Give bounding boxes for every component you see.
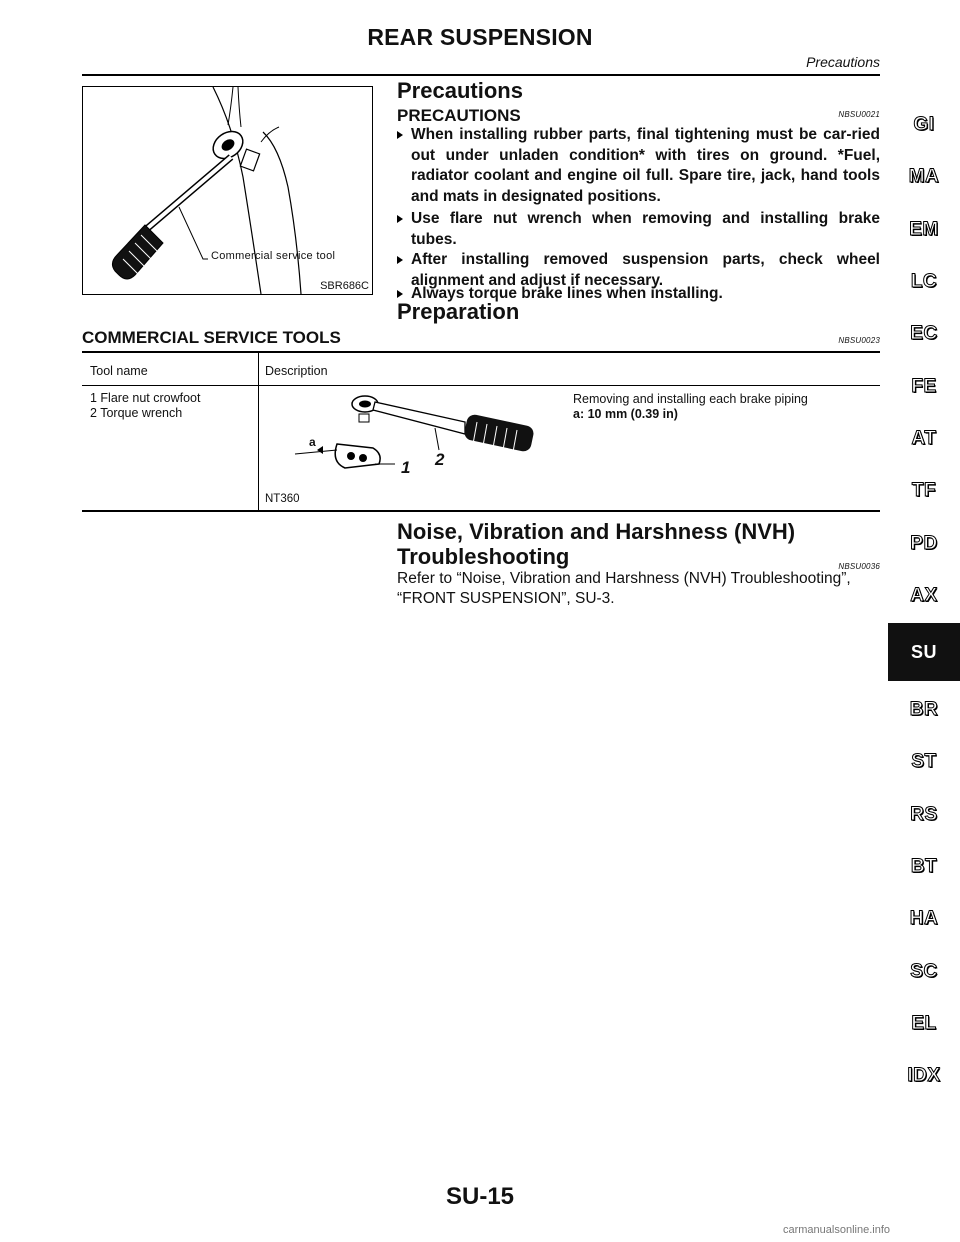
tab-em[interactable]: EM — [909, 219, 939, 240]
tab-tf[interactable]: TF — [911, 480, 937, 501]
precaution-bullet-1: When installing rubber parts, final tightening must be car-ried out under unladen condition* with tires on ground. *Fuel, radiator coolant and engine oil full. Spare tire, jack, hand tools and mats in designated positions. — [397, 125, 880, 207]
figure-id-label: SBR686C — [320, 280, 369, 292]
table-column-divider — [258, 353, 259, 511]
table-bottom-rule — [82, 510, 880, 512]
nvh-title-line-2: Troubleshooting — [397, 544, 570, 569]
tool-description: Removing and installing each brake piping — [573, 392, 808, 406]
precautions-subtitle: PRECAUTIONS — [397, 106, 521, 125]
table-header-rule — [82, 385, 880, 386]
precaution-bullet-3: After installing removed suspension parts, check wheel alignment and adjust if necessary. — [397, 250, 880, 291]
table-header-tool-name: Tool name — [90, 364, 148, 378]
table-header-description: Description — [265, 364, 328, 378]
tab-sc[interactable]: SC — [910, 961, 938, 982]
tool-spec: a: 10 mm (0.39 in) — [573, 407, 678, 421]
precautions-title: Precautions — [397, 78, 523, 103]
tab-ec[interactable]: EC — [910, 323, 938, 344]
bullet-marker-icon — [397, 290, 403, 298]
nvh-title-line-1: Noise, Vibration and Harshness (NVH) — [397, 519, 796, 544]
precautions-code: NBSU0021 — [838, 110, 880, 119]
page-header-subtitle: Precautions — [806, 54, 880, 70]
bullet-marker-icon — [397, 131, 403, 139]
tool-figure-nt360 — [265, 392, 555, 508]
tab-gi[interactable]: GI — [913, 114, 935, 135]
tab-ha[interactable]: HA — [909, 908, 939, 929]
tab-rs[interactable]: RS — [910, 804, 938, 825]
service-tools-code: NBSU0023 — [838, 336, 880, 345]
nvh-code: NBSU0036 — [838, 562, 880, 571]
page-header-title: REAR SUSPENSION — [367, 24, 593, 50]
tab-pd[interactable]: PD — [910, 533, 938, 554]
watermark-text: carmanualsonline.info — [782, 1224, 890, 1236]
wrench-illustration — [83, 87, 372, 294]
figure-commercial-service-tool — [82, 86, 373, 295]
tab-br[interactable]: BR — [909, 699, 939, 720]
tab-el[interactable]: EL — [911, 1013, 937, 1034]
tab-ax[interactable]: AX — [910, 585, 938, 606]
precaution-bullet-2: Use flare nut wrench when removing and installing brake tubes. — [397, 209, 880, 250]
bullet-marker-icon — [397, 256, 403, 264]
preparation-title: Preparation — [397, 299, 520, 324]
bullet-marker-icon — [397, 215, 403, 223]
tab-lc[interactable]: LC — [910, 271, 938, 292]
page-number: SU-15 — [445, 1183, 515, 1210]
figure-callout-1: 1 — [401, 458, 411, 477]
figure-callout-label: Commercial service tool — [211, 250, 336, 262]
nvh-reference-line-1: Refer to “Noise, Vibration and Harshness (NVH) Troubleshooting”, — [397, 570, 851, 587]
service-tools-subtitle: COMMERCIAL SERVICE TOOLS — [82, 328, 341, 347]
tab-st[interactable]: ST — [911, 751, 937, 772]
tab-su-active[interactable]: SU — [888, 623, 960, 681]
tool-name-line-1: 1 Flare nut crowfoot — [90, 391, 201, 405]
tab-idx[interactable]: IDX — [907, 1065, 941, 1086]
precaution-bullet-4: Always torque brake lines when installing. — [397, 284, 880, 305]
tab-ma[interactable]: MA — [908, 166, 940, 187]
header-rule — [82, 74, 880, 76]
figure-callout-2: 2 — [435, 450, 445, 469]
tab-fe[interactable]: FE — [911, 376, 937, 397]
tab-bt[interactable]: BT — [910, 856, 938, 877]
tool-name-line-2: 2 Torque wrench — [90, 406, 183, 420]
tab-at[interactable]: AT — [911, 428, 937, 449]
table-top-rule — [82, 351, 880, 353]
tool-figure-label: NT360 — [265, 493, 300, 505]
nvh-reference-line-2: “FRONT SUSPENSION”, SU-3. — [397, 590, 615, 607]
figure-label-a: a — [309, 435, 316, 449]
